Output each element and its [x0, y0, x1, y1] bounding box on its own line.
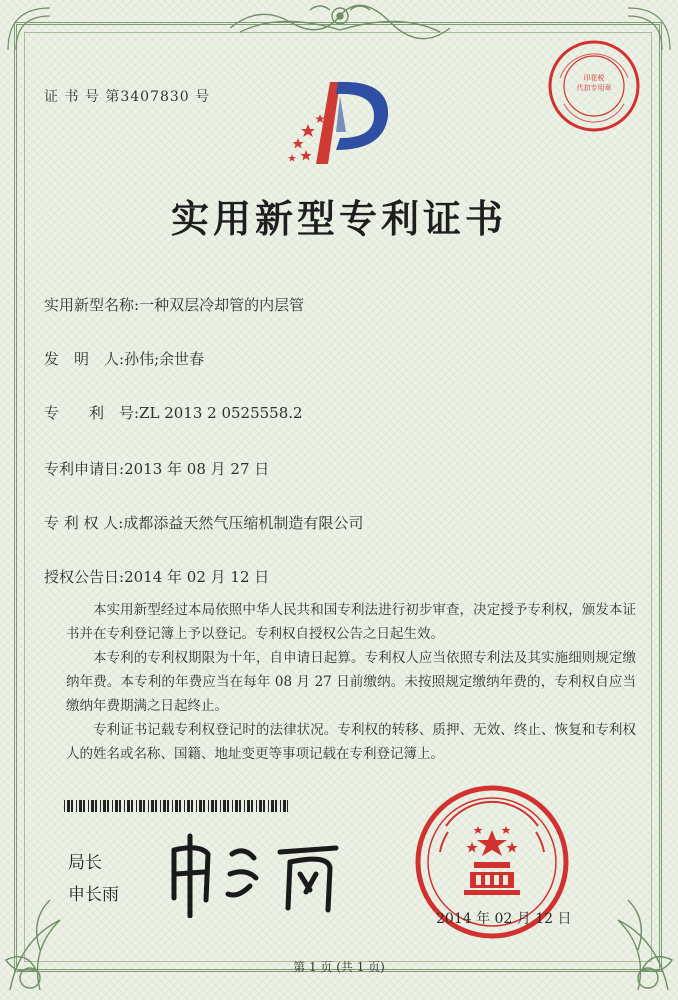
director-name: 申长雨 — [68, 885, 119, 905]
body-paragraph-1: 本实用新型经过本局依照中华人民共和国专利法进行初步审查，决定授予专利权，颁发本证书并在专利登记簿上予以登记。专利权自授权公告之日起生效。 — [66, 602, 636, 642]
certificate-number-prefix: 证 书 号 第 — [44, 89, 121, 105]
seal-date: 2014 年 02 月 12 日 — [436, 911, 572, 927]
page-indicator: 第 1 页 (共 1 页) — [293, 960, 385, 974]
bottom-right-ornament-icon — [598, 860, 678, 1000]
grant-date-value: 2014 年 02 月 12 日 — [124, 568, 270, 586]
filing-date-label: 专利申请日: — [44, 460, 125, 478]
utility-model-name-label: 实用新型名称: — [44, 296, 140, 314]
patent-number-value: ZL 2013 2 0525558.2 — [139, 404, 303, 422]
stamp-duty-seal-icon — [546, 38, 642, 134]
body-paragraph-3: 专利证书记载专利权登记时的法律状况。专利权的转移、质押、无效、终止、恢复和专利权人的姓名或名称、国籍、地址变更等事项记载在专利登记簿上。 — [66, 722, 636, 762]
svg-text:印花税: 印花税 — [583, 74, 605, 82]
certificate-number-suffix: 号 — [195, 89, 211, 105]
utility-model-name-row — [44, 294, 304, 315]
top-ornament-icon — [220, 0, 460, 40]
patent-number-label: 专 利 号: — [44, 404, 140, 422]
barcode-icon — [64, 800, 288, 812]
certificate-number-value: 3407830 — [120, 89, 190, 105]
director-signature-icon — [160, 828, 360, 918]
filing-date-row — [44, 458, 269, 479]
top-left-ornament-icon — [0, 0, 60, 60]
patent-office-logo-icon — [280, 72, 400, 172]
body-paragraph-2: 本专利的专利权期限为十年，自申请日起算。专利权人应当依照专利法及其实施细则规定缴纳年费。本专利的年费应当在每年 08 月 27 日前缴纳。未按照规定缴纳年费的，专利权自应当缴纳年费期满之日起终止。 — [66, 650, 636, 714]
inventor-row — [44, 348, 204, 369]
director-title: 局长 — [68, 853, 102, 873]
patent-number-row — [44, 402, 303, 423]
patentee-value: 成都添益天然气压缩机制造有限公司 — [123, 514, 364, 532]
filing-date-value: 2013 年 08 月 27 日 — [124, 460, 270, 478]
svg-text:代扣专用章: 代扣专用章 — [576, 84, 612, 92]
patentee-label: 专 利 权 人: — [44, 514, 124, 532]
patentee-row — [44, 512, 363, 533]
certificate-number — [44, 86, 210, 106]
inventor-value: 孙伟;余世春 — [124, 350, 205, 368]
certificate-title: 实用新型专利证书 — [170, 196, 507, 241]
grant-date-row — [44, 566, 269, 587]
grant-date-label: 授权公告日: — [44, 568, 125, 586]
inventor-label: 发 明 人: — [44, 350, 125, 368]
utility-model-name-value: 一种双层冷却管的内层管 — [139, 296, 305, 314]
